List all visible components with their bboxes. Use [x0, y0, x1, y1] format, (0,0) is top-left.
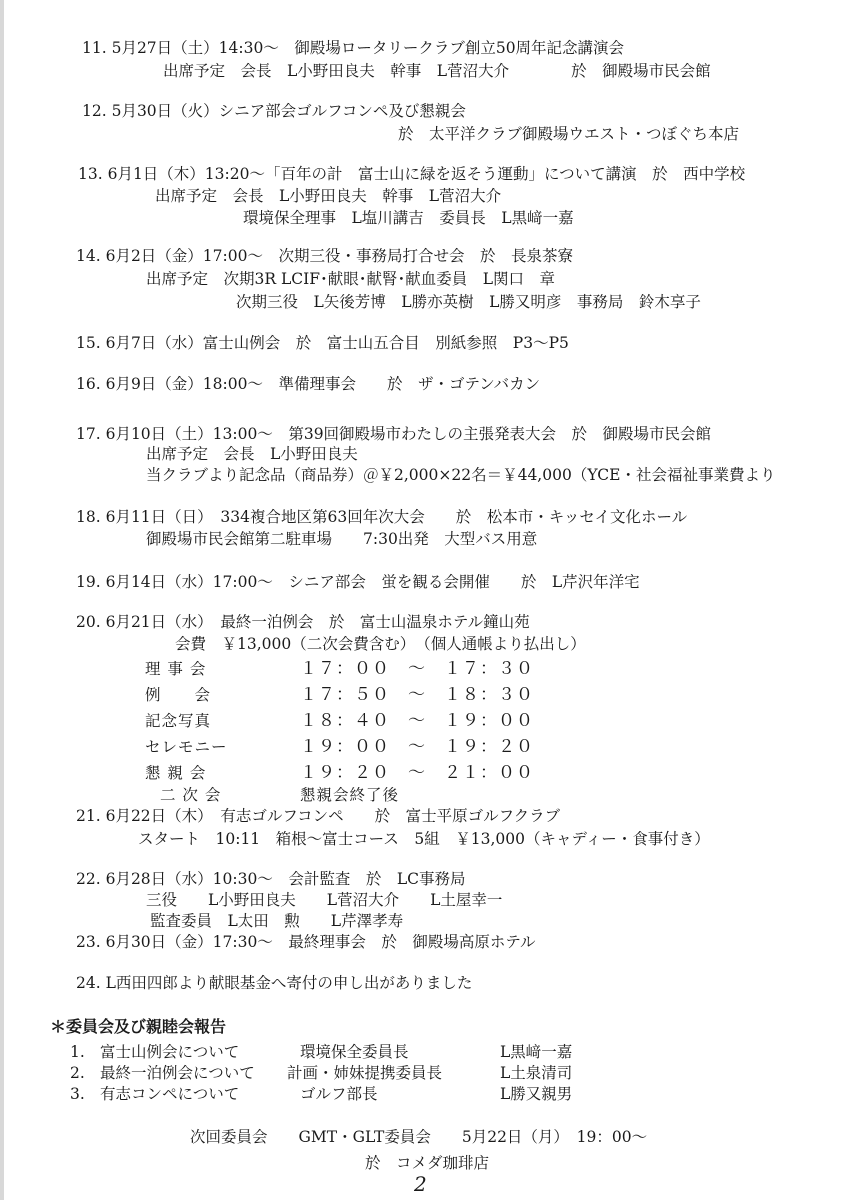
item-16-line-1: 16. 6月9日（金）18:00～ 準備理事会 於 ザ・ゴテンバカン: [76, 375, 541, 393]
item-17-line-3: 当クラブより記念品（商品券）＠￥2,000×22名＝￥44,000（YCE・社会福祉事業費より: [146, 466, 776, 484]
report-person: L土泉清司: [500, 1064, 573, 1082]
item-14-line-3: 次期三役 L矢後芳博 L勝亦英樹 L勝又明彦 事務局 鈴木享子: [236, 293, 701, 311]
item-19-line-1: 19. 6月14日（水）17:00～ シニア部会 蛍を観る会開催 於 L芹沢年洋宅: [76, 573, 640, 591]
item-12-line-2: 於 太平洋クラブ御殿場ウエスト・つぼぐち本店: [398, 125, 740, 143]
item-22-line-1: 22. 6月28日（水）10:30～ 会計監査 於 LC事務局: [76, 870, 466, 888]
next-meeting-line-1: 次回委員会 GMT・GLT委員会 5月22日（月） 19：00～: [190, 1128, 648, 1146]
item-14-line-1: 14. 6月2日（金）17:00～ 次期三役・事務局打合せ会 於 長泉茶寮: [76, 247, 573, 265]
schedule-label: 例 会: [145, 686, 212, 704]
report-committee: ゴルフ部長: [300, 1085, 378, 1103]
page-number: 2: [414, 1172, 427, 1196]
schedule-label: 理 事 会: [145, 660, 207, 678]
item-13-line-2: 出席予定 会長 L小野田良夫 幹事 L菅沼大介: [155, 187, 502, 205]
item-21-line-1: 21. 6月22日（木） 有志ゴルフコンペ 於 富士平原ゴルフクラブ: [76, 807, 561, 825]
item-15-line-1: 15. 6月7日（水）富士山例会 於 富士山五合目 別紙参照 P3～P5: [76, 334, 569, 352]
schedule-time: １８：４０ ～ １９：００: [300, 711, 534, 731]
item-13-line-1: 13. 6月1日（木）13:20～「百年の計 富士山に緑を返そう運動」について講演 於 西中学校: [78, 165, 746, 183]
schedule-label: 二 次 会: [160, 786, 222, 804]
schedule-label: セレモニー: [145, 738, 228, 756]
schedule-time: １９：００ ～ １９：２０: [300, 737, 534, 757]
report-committee: 計画・姉妹提携委員長: [287, 1064, 443, 1082]
item-23-line-1: 23. 6月30日（金）17:30～ 最終理事会 於 御殿場高原ホテル: [76, 933, 536, 951]
reports-heading: ＊委員会及び親睦会報告: [50, 1017, 227, 1036]
report-committee: 環境保全委員長: [300, 1043, 409, 1061]
item-22-line-2: 三役 L小野田良夫 L菅沼大介 L土屋幸一: [146, 891, 503, 909]
report-topic: 最終一泊例会について: [100, 1064, 255, 1082]
next-meeting-line-2: 於 コメダ珈琲店: [365, 1154, 490, 1172]
schedule-time: １７：５０ ～ １８：３０: [300, 685, 534, 705]
item-11-line-1: 11. 5月27日（土）14:30～ 御殿場ロータリークラブ創立50周年記念講演会: [82, 39, 625, 57]
item-14-line-2: 出席予定 次期3R LCIF･献眼･献腎･献血委員 L関口 章: [146, 270, 556, 288]
item-11-line-2: 出席予定 会長 L小野田良夫 幹事 L菅沼大介 於 御殿場市民会館: [163, 62, 711, 80]
item-13-line-3: 環境保全理事 L塩川講吉 委員長 L黒﨑一嘉: [243, 209, 574, 227]
item-24-line-1: 24. L西田四郎より献眼基金へ寄付の申し出がありました: [76, 974, 473, 992]
report-topic: 富士山例会について: [100, 1043, 240, 1061]
item-20-line-1: 20. 6月21日（水） 最終一泊例会 於 富士山温泉ホテル鐘山苑: [76, 613, 530, 631]
schedule-time: １９：２０ ～ ２１：００: [300, 763, 534, 783]
item-22-line-3: 監査委員 L太田 勲 L芹澤孝寿: [150, 912, 404, 930]
report-num: 1.: [70, 1043, 85, 1061]
item-18-line-1: 18. 6月11日（日） 334複合地区第63回年次大会 於 松本市・キッセイ文化ホール: [76, 508, 688, 526]
schedule-time: １７：００ ～ １７：３０: [300, 659, 534, 679]
report-topic: 有志コンペについて: [100, 1085, 240, 1103]
report-person: L黒﨑一嘉: [500, 1043, 573, 1061]
item-18-line-2: 御殿場市民会館第二駐車場 7:30出発 大型バス用意: [146, 530, 538, 548]
report-num: 3.: [70, 1085, 85, 1103]
report-num: 2.: [70, 1064, 85, 1082]
report-person: L勝又親男: [500, 1085, 573, 1103]
schedule-time: 懇親会終了後: [300, 786, 400, 804]
schedule-label: 記念写真: [145, 712, 212, 730]
item-21-line-2: スタート 10:11 箱根～富士コース 5組 ￥13,000（キャディー・食事付き）: [138, 830, 710, 848]
schedule-label: 懇 親 会: [145, 764, 207, 782]
item-17-line-1: 17. 6月10日（土）13:00～ 第39回御殿場市わたしの主張発表大会 於 御殿場市民会館: [76, 425, 712, 443]
item-17-line-2: 出席予定 会長 L小野田良夫: [146, 445, 358, 463]
item-12-line-1: 12. 5月30日（火）シニア部会ゴルフコンペ及び懇親会: [82, 102, 466, 120]
scan-edge: [0, 0, 4, 1200]
item-20-line-2: 会費 ￥13,000（二次会費含む） （個人通帳より払出し）: [175, 635, 586, 653]
